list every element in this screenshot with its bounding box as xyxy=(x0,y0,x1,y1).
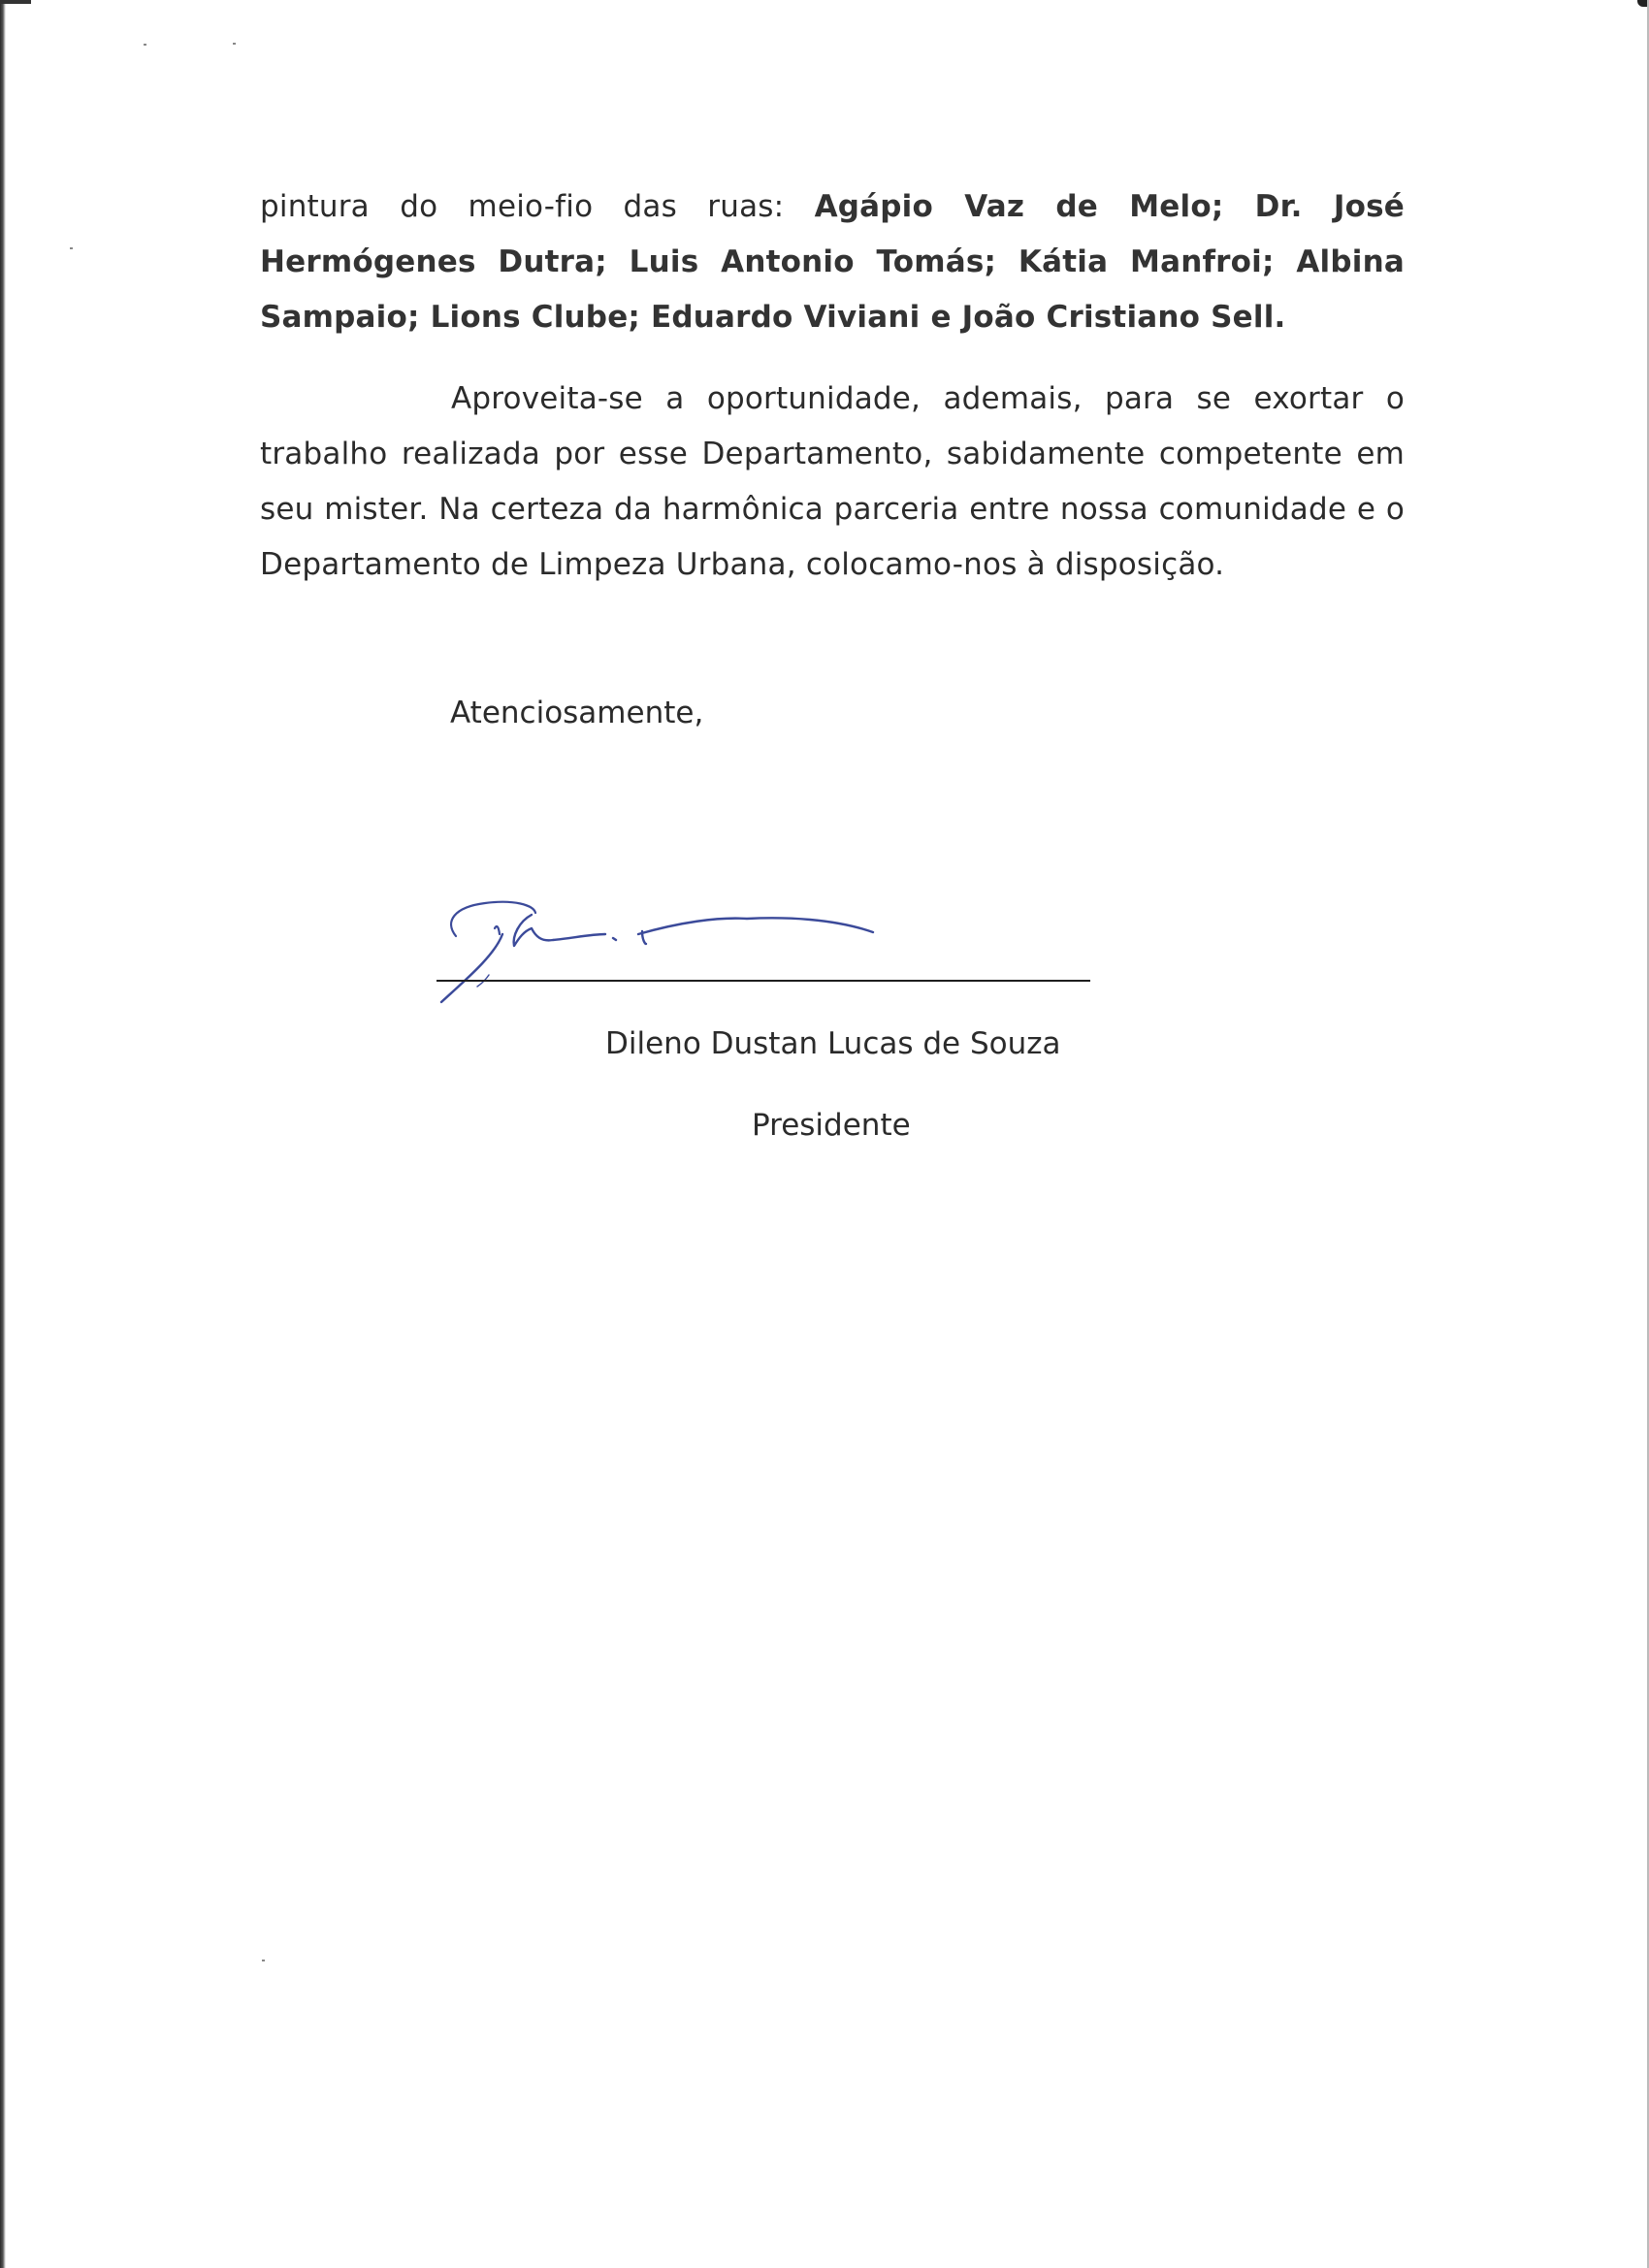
handwritten-signature xyxy=(427,878,1106,1004)
paragraph-intro: pintura do meio-fio das ruas: xyxy=(260,189,815,224)
signature-stroke xyxy=(514,915,605,946)
paragraph-streets xyxy=(260,179,1405,345)
signature-stroke xyxy=(495,926,500,934)
scan-edge-left xyxy=(0,0,6,2268)
scan-speck xyxy=(233,43,236,45)
signature-stroke xyxy=(441,934,502,1002)
signer-name: Dileno Dustan Lucas de Souza xyxy=(605,1026,1061,1061)
scan-speck xyxy=(144,44,146,46)
signature-line xyxy=(436,980,1090,982)
scan-speck xyxy=(262,1960,265,1961)
closing-salutation: Atenciosamente, xyxy=(450,696,704,730)
scan-edge-top-left xyxy=(0,0,31,4)
signature-stroke xyxy=(638,918,873,944)
signature-stroke xyxy=(451,902,535,936)
scan-speck xyxy=(70,247,73,249)
paragraph-text: Aproveita-se a oportunidade, ademais, para se exortar o trabalho realizada por esse Departamento, sabidamente competente em seu mister. Na certeza da harmônica parceria entre nossa comunidade e o Departamento de Limpeza Urbana, colocamo-nos à disposição. xyxy=(260,381,1405,582)
signature-stroke xyxy=(613,938,616,940)
paragraph-acknowledgement xyxy=(260,372,1405,593)
street-list: Agápio Vaz de Melo; Dr. José Hermógenes Dutra; Luis Antonio Tomás; Kátia Manfroi; Albina Sampaio; Lions Clube; Eduardo Viviani e João Cristiano Sell. xyxy=(260,189,1405,335)
signer-title: Presidente xyxy=(752,1108,911,1143)
